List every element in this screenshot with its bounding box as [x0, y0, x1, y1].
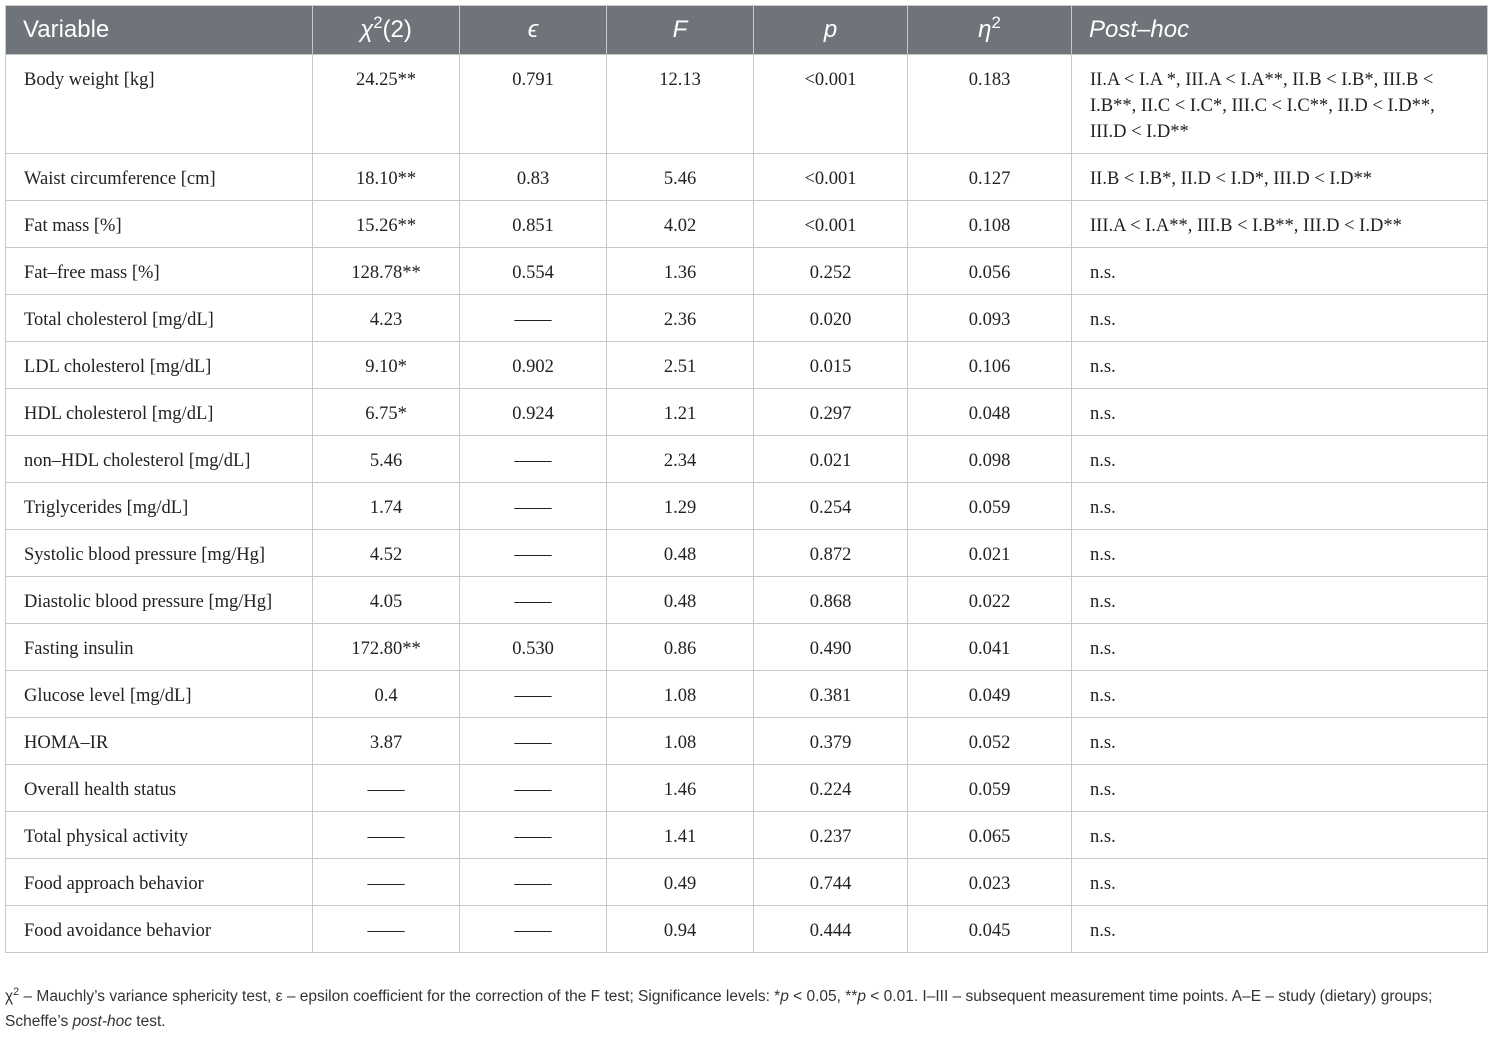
- table-row: [6, 671, 1488, 718]
- cell-f: 0.94: [607, 906, 754, 953]
- header-f: [607, 6, 754, 55]
- cell-f: 5.46: [607, 154, 754, 201]
- cell-f: 1.21: [607, 389, 754, 436]
- cell-p: 0.868: [754, 577, 908, 624]
- cell-p: 0.490: [754, 624, 908, 671]
- cell-posthoc: n.s.: [1072, 389, 1488, 436]
- table-row: [6, 295, 1488, 342]
- cell-eta-square: 0.106: [908, 342, 1072, 389]
- cell-posthoc: n.s.: [1072, 718, 1488, 765]
- cell-variable: Food avoidance behavior: [6, 906, 313, 953]
- cell-eta-square: 0.021: [908, 530, 1072, 577]
- table-row: [6, 248, 1488, 295]
- cell-f: 1.08: [607, 671, 754, 718]
- eta-symbol: η: [978, 16, 992, 43]
- cell-eta-square: 0.022: [908, 577, 1072, 624]
- chi-symbol: χ: [360, 16, 374, 43]
- cell-variable: Fasting insulin: [6, 624, 313, 671]
- cell-variable: Total physical activity: [6, 812, 313, 859]
- cell-chi-square: 172.80**: [313, 624, 460, 671]
- cell-p: 0.872: [754, 530, 908, 577]
- table-row: [6, 906, 1488, 953]
- cell-epsilon: 0.902: [460, 342, 607, 389]
- cell-f: 1.08: [607, 718, 754, 765]
- cell-f: 0.48: [607, 577, 754, 624]
- cell-posthoc: II.B < I.B*, II.D < I.D*, III.D < I.D**: [1072, 154, 1488, 201]
- cell-variable: Fat mass [%]: [6, 201, 313, 248]
- cell-eta-square: 0.059: [908, 765, 1072, 812]
- cell-eta-square: 0.059: [908, 483, 1072, 530]
- cell-epsilon: ——: [460, 295, 607, 342]
- cell-chi-square: 1.74: [313, 483, 460, 530]
- cell-posthoc: n.s.: [1072, 765, 1488, 812]
- cell-epsilon: ——: [460, 577, 607, 624]
- cell-p: 0.021: [754, 436, 908, 483]
- cell-epsilon: ——: [460, 765, 607, 812]
- cell-variable: LDL cholesterol [mg/dL]: [6, 342, 313, 389]
- cell-eta-square: 0.108: [908, 201, 1072, 248]
- cell-p: 0.020: [754, 295, 908, 342]
- cell-posthoc: n.s.: [1072, 812, 1488, 859]
- table-row: [6, 436, 1488, 483]
- cell-p: 0.379: [754, 718, 908, 765]
- cell-chi-square: 0.4: [313, 671, 460, 718]
- header-eta-square: [908, 6, 1072, 55]
- cell-p: 0.237: [754, 812, 908, 859]
- footnote-chi: χ: [5, 988, 14, 1005]
- cell-p: 0.015: [754, 342, 908, 389]
- cell-posthoc: n.s.: [1072, 295, 1488, 342]
- cell-epsilon: ——: [460, 718, 607, 765]
- cell-p: 0.744: [754, 859, 908, 906]
- cell-chi-square: 5.46: [313, 436, 460, 483]
- cell-epsilon: 0.791: [460, 55, 607, 154]
- cell-variable: Total cholesterol [mg/dL]: [6, 295, 313, 342]
- cell-posthoc: n.s.: [1072, 530, 1488, 577]
- cell-posthoc: n.s.: [1072, 671, 1488, 718]
- table-row: [6, 859, 1488, 906]
- table-row: [6, 530, 1488, 577]
- cell-chi-square: ——: [313, 906, 460, 953]
- cell-f: 2.34: [607, 436, 754, 483]
- cell-epsilon: 0.83: [460, 154, 607, 201]
- cell-chi-square: 4.05: [313, 577, 460, 624]
- footnote-text-3: < 0.01. I–III – subsequent measurement time points. A–E – study (dietary) groups; Scheffe’s: [5, 988, 1433, 1030]
- cell-eta-square: 0.052: [908, 718, 1072, 765]
- cell-posthoc: n.s.: [1072, 342, 1488, 389]
- eta-superscript: 2: [991, 13, 1001, 32]
- cell-chi-square: ——: [313, 859, 460, 906]
- table-row: [6, 624, 1488, 671]
- cell-eta-square: 0.098: [908, 436, 1072, 483]
- cell-f: 1.46: [607, 765, 754, 812]
- table-row: [6, 389, 1488, 436]
- cell-epsilon: ——: [460, 483, 607, 530]
- cell-p: 0.297: [754, 389, 908, 436]
- cell-f: 2.51: [607, 342, 754, 389]
- cell-p: 0.444: [754, 906, 908, 953]
- cell-p: 0.254: [754, 483, 908, 530]
- header-variable: Variable: [6, 6, 313, 55]
- table-row: [6, 718, 1488, 765]
- header-chi-square: [313, 6, 460, 55]
- cell-chi-square: 18.10**: [313, 154, 460, 201]
- footnote-p-1: p: [780, 988, 789, 1005]
- cell-f: 1.41: [607, 812, 754, 859]
- table-row: [6, 342, 1488, 389]
- cell-p: 0.252: [754, 248, 908, 295]
- cell-posthoc: n.s.: [1072, 624, 1488, 671]
- cell-epsilon: 0.924: [460, 389, 607, 436]
- cell-epsilon: ——: [460, 812, 607, 859]
- cell-epsilon: ——: [460, 671, 607, 718]
- header-posthoc: Post–hoc: [1072, 6, 1488, 55]
- cell-f: 1.36: [607, 248, 754, 295]
- cell-variable: Waist circumference [cm]: [6, 154, 313, 201]
- cell-f: 0.48: [607, 530, 754, 577]
- cell-epsilon: ——: [460, 906, 607, 953]
- cell-eta-square: 0.045: [908, 906, 1072, 953]
- f-symbol: F: [672, 16, 688, 43]
- table-row: [6, 201, 1488, 248]
- p-symbol: p: [823, 16, 838, 43]
- cell-epsilon: 0.530: [460, 624, 607, 671]
- cell-f: 0.49: [607, 859, 754, 906]
- table-footnote: [5, 984, 1487, 1034]
- table-row: [6, 483, 1488, 530]
- cell-eta-square: 0.093: [908, 295, 1072, 342]
- cell-posthoc: III.A < I.A**, III.B < I.B**, III.D < I.D**: [1072, 201, 1488, 248]
- cell-chi-square: 24.25**: [313, 55, 460, 154]
- cell-epsilon: ——: [460, 859, 607, 906]
- cell-f: 4.02: [607, 201, 754, 248]
- footnote-text-2: < 0.05, **: [788, 988, 858, 1005]
- cell-variable: HOMA–IR: [6, 718, 313, 765]
- cell-variable: non–HDL cholesterol [mg/dL]: [6, 436, 313, 483]
- cell-posthoc: n.s.: [1072, 859, 1488, 906]
- header-p: [754, 6, 908, 55]
- cell-epsilon: ——: [460, 436, 607, 483]
- cell-posthoc: II.A < I.A *, III.A < I.A**, II.B < I.B*, III.B < I.B**, II.C < I.C*, III.C < I.C**, II.D < I.D**, III.D < I.D**: [1072, 55, 1488, 154]
- cell-eta-square: 0.183: [908, 55, 1072, 154]
- cell-chi-square: 128.78**: [313, 248, 460, 295]
- table-row: [6, 812, 1488, 859]
- cell-chi-square: 4.52: [313, 530, 460, 577]
- cell-posthoc: n.s.: [1072, 577, 1488, 624]
- cell-p: 0.224: [754, 765, 908, 812]
- cell-chi-square: ——: [313, 812, 460, 859]
- cell-chi-square: 6.75*: [313, 389, 460, 436]
- cell-chi-square: 4.23: [313, 295, 460, 342]
- cell-p: 0.381: [754, 671, 908, 718]
- cell-eta-square: 0.127: [908, 154, 1072, 201]
- cell-variable: Glucose level [mg/dL]: [6, 671, 313, 718]
- cell-posthoc: n.s.: [1072, 436, 1488, 483]
- chi-superscript: 2: [373, 13, 383, 32]
- table-body: [6, 55, 1488, 953]
- cell-posthoc: n.s.: [1072, 248, 1488, 295]
- cell-epsilon: 0.554: [460, 248, 607, 295]
- cell-variable: Systolic blood pressure [mg/Hg]: [6, 530, 313, 577]
- cell-eta-square: 0.049: [908, 671, 1072, 718]
- cell-variable: Food approach behavior: [6, 859, 313, 906]
- cell-f: 12.13: [607, 55, 754, 154]
- cell-posthoc: n.s.: [1072, 906, 1488, 953]
- cell-eta-square: 0.056: [908, 248, 1072, 295]
- cell-epsilon: 0.851: [460, 201, 607, 248]
- footnote-text-1: – Mauchly’s variance sphericity test, ε – epsilon coefficient for the correction of the F test; Significance levels: *: [19, 988, 781, 1005]
- cell-chi-square: 15.26**: [313, 201, 460, 248]
- cell-eta-square: 0.041: [908, 624, 1072, 671]
- footnote-chi-sup: 2: [13, 985, 20, 998]
- cell-f: 0.86: [607, 624, 754, 671]
- cell-epsilon: ——: [460, 530, 607, 577]
- cell-chi-square: ——: [313, 765, 460, 812]
- footnote-p-2: p: [857, 988, 866, 1005]
- cell-p: <0.001: [754, 154, 908, 201]
- cell-p: <0.001: [754, 55, 908, 154]
- cell-variable: HDL cholesterol [mg/dL]: [6, 389, 313, 436]
- cell-variable: Overall health status: [6, 765, 313, 812]
- chi-df: (2): [382, 16, 412, 43]
- cell-variable: Diastolic blood pressure [mg/Hg]: [6, 577, 313, 624]
- footnote-text-4: test.: [131, 1013, 166, 1030]
- header-epsilon: [460, 6, 607, 55]
- table-row: [6, 154, 1488, 201]
- table-row: [6, 55, 1488, 154]
- cell-variable: Body weight [kg]: [6, 55, 313, 154]
- header-row: [6, 6, 1488, 55]
- cell-eta-square: 0.023: [908, 859, 1072, 906]
- cell-eta-square: 0.048: [908, 389, 1072, 436]
- cell-p: <0.001: [754, 201, 908, 248]
- cell-chi-square: 9.10*: [313, 342, 460, 389]
- cell-variable: Triglycerides [mg/dL]: [6, 483, 313, 530]
- table-row: [6, 577, 1488, 624]
- cell-variable: Fat–free mass [%]: [6, 248, 313, 295]
- cell-chi-square: 3.87: [313, 718, 460, 765]
- results-table: [5, 5, 1488, 953]
- cell-eta-square: 0.065: [908, 812, 1072, 859]
- cell-f: 1.29: [607, 483, 754, 530]
- cell-f: 2.36: [607, 295, 754, 342]
- table-row: [6, 765, 1488, 812]
- cell-posthoc: n.s.: [1072, 483, 1488, 530]
- footnote-posthoc: post-hoc: [72, 1013, 132, 1030]
- epsilon-symbol: ϵ: [527, 16, 539, 43]
